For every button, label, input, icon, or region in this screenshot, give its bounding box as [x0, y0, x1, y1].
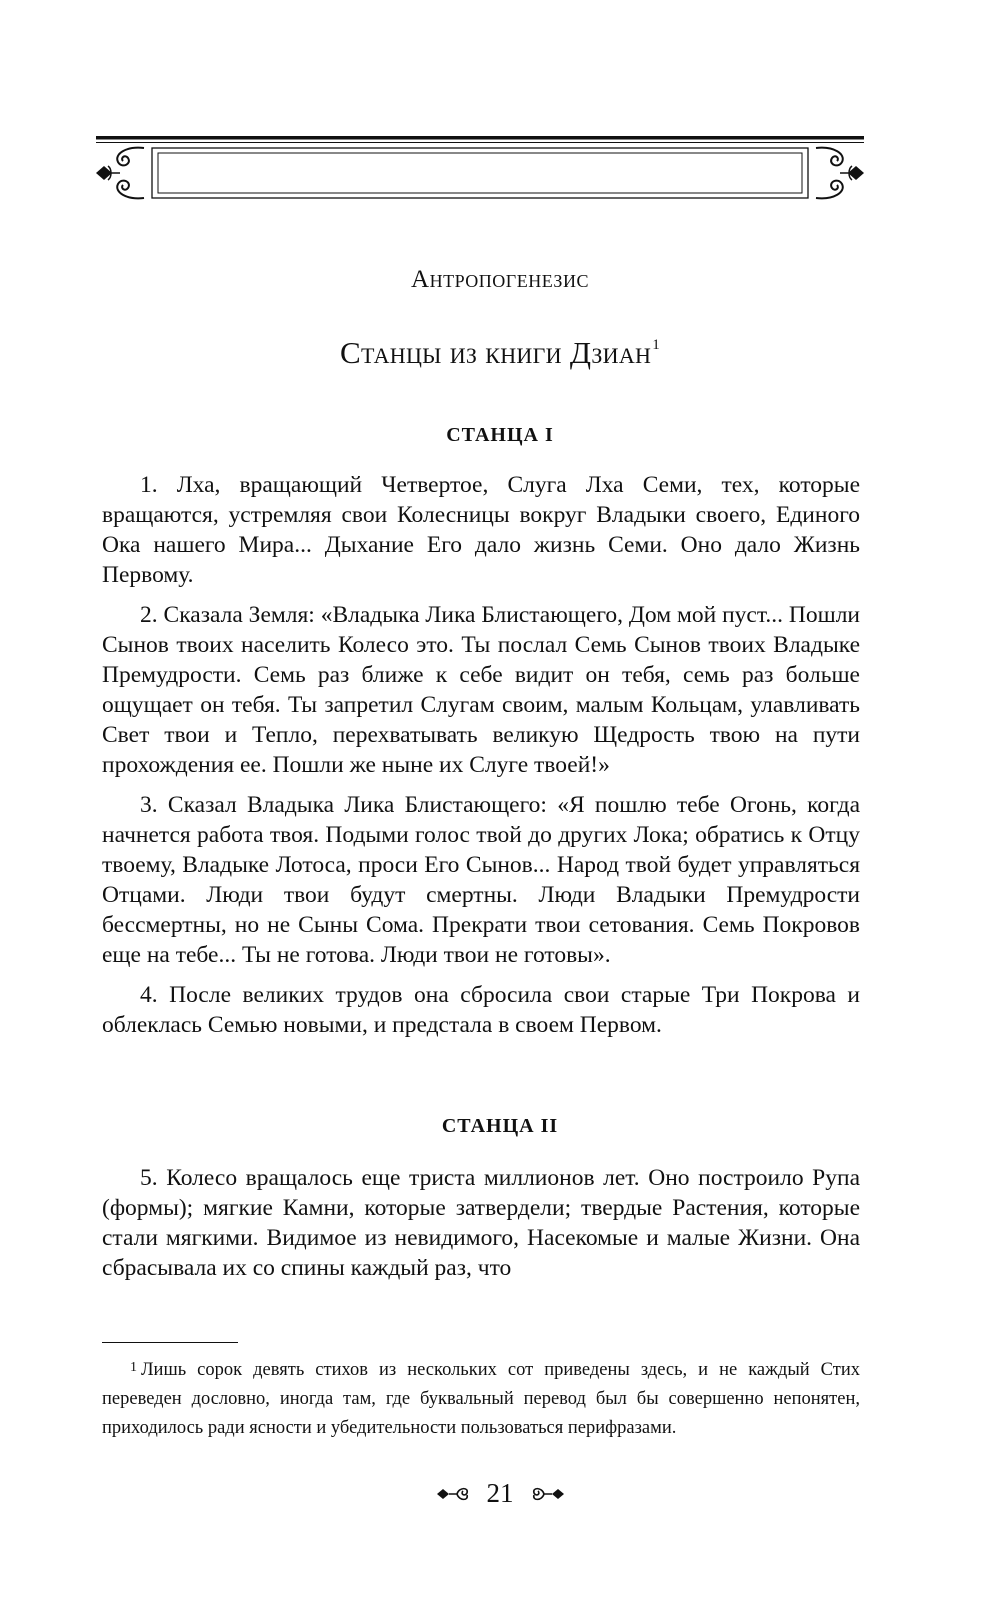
part-title: Антропогенезис — [411, 266, 589, 293]
footnote-mark: 1 — [130, 1360, 137, 1375]
left-fleuron-icon — [437, 1483, 473, 1505]
header-ornament-frame — [96, 136, 864, 202]
stanza-heading-2: СТАНЦА II — [441, 1115, 559, 1137]
verse-paragraph: 4. После великих трудов она сбросила свои старые Три Покрова и облеклась Семью новыми, и предстала в своем Первом. — [102, 982, 860, 1038]
footnote-reference[interactable]: 1 — [652, 337, 661, 353]
verse-paragraph: 5. Колесо вращалось еще триста миллионов лет. Оно построило Рупа (формы); мягкие Камни, которые затвердели; твердые Растения, которые стали мягкими. Видимое из невидимого, Насекомые и малые Жизни. Она сбрасывала их со спины каждый раз, что — [102, 1165, 860, 1281]
stanza-heading-1: СТАНЦА I — [446, 424, 554, 446]
right-fleuron-icon — [528, 1483, 564, 1505]
page-number: 21 — [486, 1478, 514, 1508]
verse-paragraph: 3. Сказал Владыка Лика Блистающего: «Я пошлю тебе Огонь, когда начнется работа твоя. Подыми голос твой до других Лока; обратись к Отцу твоему, Владыке Лотоса, проси Его Сынов... Народ твой будет управляться Отцами. Люди твои будут смертны. Люди Владыки Премудрости бессмертны, но не Сыны Сома. Прекрати твои сетования. Семь Покровов еще на тебе... Ты не готова. Люди твои не готовы». — [102, 792, 860, 968]
verse-paragraph: 2. Сказала Земля: «Владыка Лика Блистающего, Дом мой пуст... Пошли Сынов твоих населить Колесо это. Ты послал Семь Сынов твоих Владыке Премудрости. Семь раз ближе к себе видит он тебя, семь раз больше ощущает он тебя. Ты запретил Слугам своим, малым Кольцам, улавливать Свет твои и Тепло, перехватывать великую Щедрость твою на пути прохождения ее. Пошли же ныне их Слуге твоей!» — [102, 602, 860, 778]
stanza-1-text — [102, 470, 860, 1050]
footnote — [102, 1356, 860, 1443]
footnote-text: Лишь сорок девять стихов из нескольких сот приведены здесь, и не каждый Стих переведен дословно, иногда там, где буквальный перевод был бы совершенно непонятен, приходилось ради ясности и убедительности пользоваться перифразами. — [102, 1360, 860, 1438]
book-title — [0, 335, 1000, 371]
stanza-2-text — [102, 1163, 860, 1293]
page-footer — [0, 1478, 1000, 1509]
book-title-text: Станцы из книги Дзиан — [339, 335, 652, 370]
verse-paragraph: 1. Лха, вращающий Четвертое, Слуга Лха Семи, тех, которые вращаются, устремляя свои Колесницы вокруг Владыки своего, Единого Ока нашего Мира... Дыхание Его дало жизнь Семи. Оно дало Жизнь Первому. — [102, 472, 860, 588]
footnote-divider — [102, 1342, 238, 1343]
